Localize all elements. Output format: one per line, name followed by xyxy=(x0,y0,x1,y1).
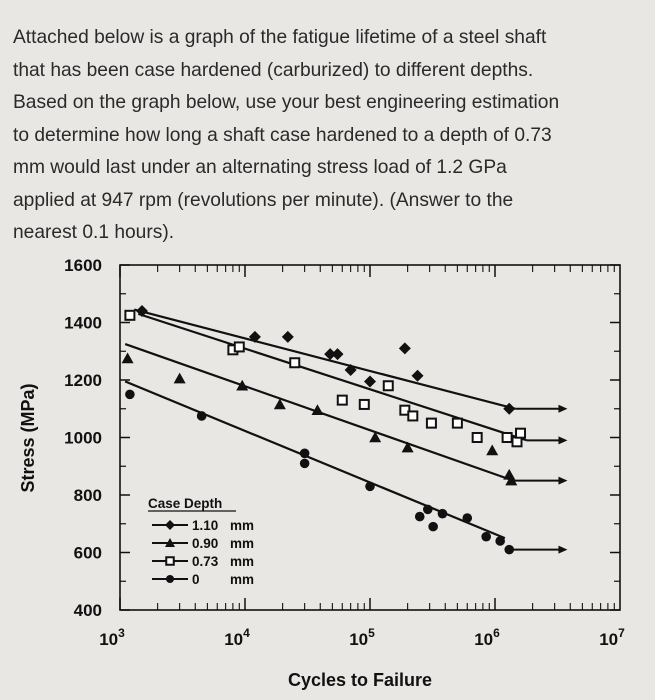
data-point-diamond xyxy=(503,403,515,415)
y-tick-label: 1600 xyxy=(64,256,102,275)
question-line: mm would last under an alternating stress load of 1.2 GPa xyxy=(13,157,507,178)
y-axis-title: Stress (MPa) xyxy=(18,383,38,493)
runout-arrow-triangle xyxy=(558,477,567,485)
data-point-square xyxy=(290,358,299,367)
runout-arrow-diamond xyxy=(558,405,567,413)
legend-title: Case Depth xyxy=(148,496,223,511)
y-tick-label: 1400 xyxy=(64,313,102,333)
data-point-square xyxy=(235,342,244,351)
data-point-square xyxy=(360,400,369,409)
data-point-circle xyxy=(423,505,433,515)
data-point-triangle xyxy=(174,373,186,384)
y-tick-label: 1200 xyxy=(64,371,102,390)
legend-label-unit: mm xyxy=(229,536,254,551)
data-point-triangle xyxy=(236,380,248,391)
data-point-circle xyxy=(197,411,207,421)
legend-label-number: 1.10 xyxy=(192,518,219,533)
data-point-circle xyxy=(125,390,135,400)
x-tick-label: $10^7$ xyxy=(599,626,625,649)
data-point-triangle xyxy=(503,469,515,480)
x-tick-label: $10^6$ xyxy=(474,626,500,649)
legend-label-unit: mm xyxy=(229,554,254,569)
legend-label-unit: mm xyxy=(229,572,254,587)
data-point-square xyxy=(384,381,393,390)
data-point-square xyxy=(473,433,482,442)
data-point-diamond xyxy=(412,370,424,382)
question-line: Attached below is a graph of the fatigue lifetime of a steel shaft xyxy=(13,27,547,48)
legend-marker-circle xyxy=(166,575,174,583)
question-line: nearest 0.1 hours). xyxy=(13,222,175,243)
y-tick-label: 400 xyxy=(73,601,102,620)
data-point-square xyxy=(408,411,417,420)
data-point-square xyxy=(338,396,347,405)
data-point-circle xyxy=(365,482,375,492)
fit-line-square xyxy=(138,314,527,441)
data-point-square xyxy=(427,419,436,428)
legend-label-number: 0 xyxy=(192,572,200,587)
data-point-diamond xyxy=(399,342,411,354)
data-point-circle xyxy=(415,512,425,522)
data-point-circle xyxy=(300,459,310,469)
fit-line-diamond xyxy=(134,310,515,409)
data-point-square xyxy=(125,311,134,320)
y-tick-label: 1000 xyxy=(64,428,102,448)
y-tick-label: 600 xyxy=(73,543,102,563)
data-point-diamond xyxy=(364,375,376,387)
x-axis-title: Cycles to Failure xyxy=(287,670,433,690)
legend-label-unit: mm xyxy=(229,518,254,533)
data-point-circle xyxy=(428,522,438,532)
x-tick-label: $10^4$ xyxy=(224,626,250,649)
legend-label-number: 0.90 xyxy=(192,536,219,551)
data-point-diamond xyxy=(332,348,344,360)
legend-marker-square xyxy=(166,557,174,565)
data-point-square xyxy=(453,419,462,428)
runout-arrow-square xyxy=(558,436,567,444)
legend-marker-diamond xyxy=(165,520,175,530)
data-point-triangle xyxy=(486,444,498,455)
question-line: applied at 947 rpm (revolutions per minute). (Answer to the xyxy=(13,189,514,211)
data-point-square xyxy=(503,433,512,442)
legend-label-number: 0.73 xyxy=(192,554,219,569)
question-line: that has been case hardened (carburized) to different depths. xyxy=(13,59,534,81)
data-point-circle xyxy=(481,532,491,542)
data-point-circle xyxy=(438,509,448,519)
runout-arrow-circle xyxy=(558,546,567,554)
y-tick-label: 800 xyxy=(73,486,102,505)
data-point-circle xyxy=(300,449,310,459)
data-point-square xyxy=(516,429,525,438)
data-point-circle xyxy=(462,513,472,523)
x-tick-label: $10^5$ xyxy=(349,626,375,649)
question-line: to determine how long a shaft case hardened to a depth of 0.73 xyxy=(13,124,552,146)
data-point-circle xyxy=(495,536,505,546)
fit-line-circle xyxy=(125,381,505,538)
data-point-triangle xyxy=(122,352,134,363)
data-point-triangle xyxy=(402,442,414,453)
question-line: Based on the graph below, use your best engineering estimation xyxy=(13,92,560,113)
x-tick-label: $10^3$ xyxy=(99,626,125,649)
data-point-circle xyxy=(504,545,514,555)
data-point-diamond xyxy=(282,331,294,343)
